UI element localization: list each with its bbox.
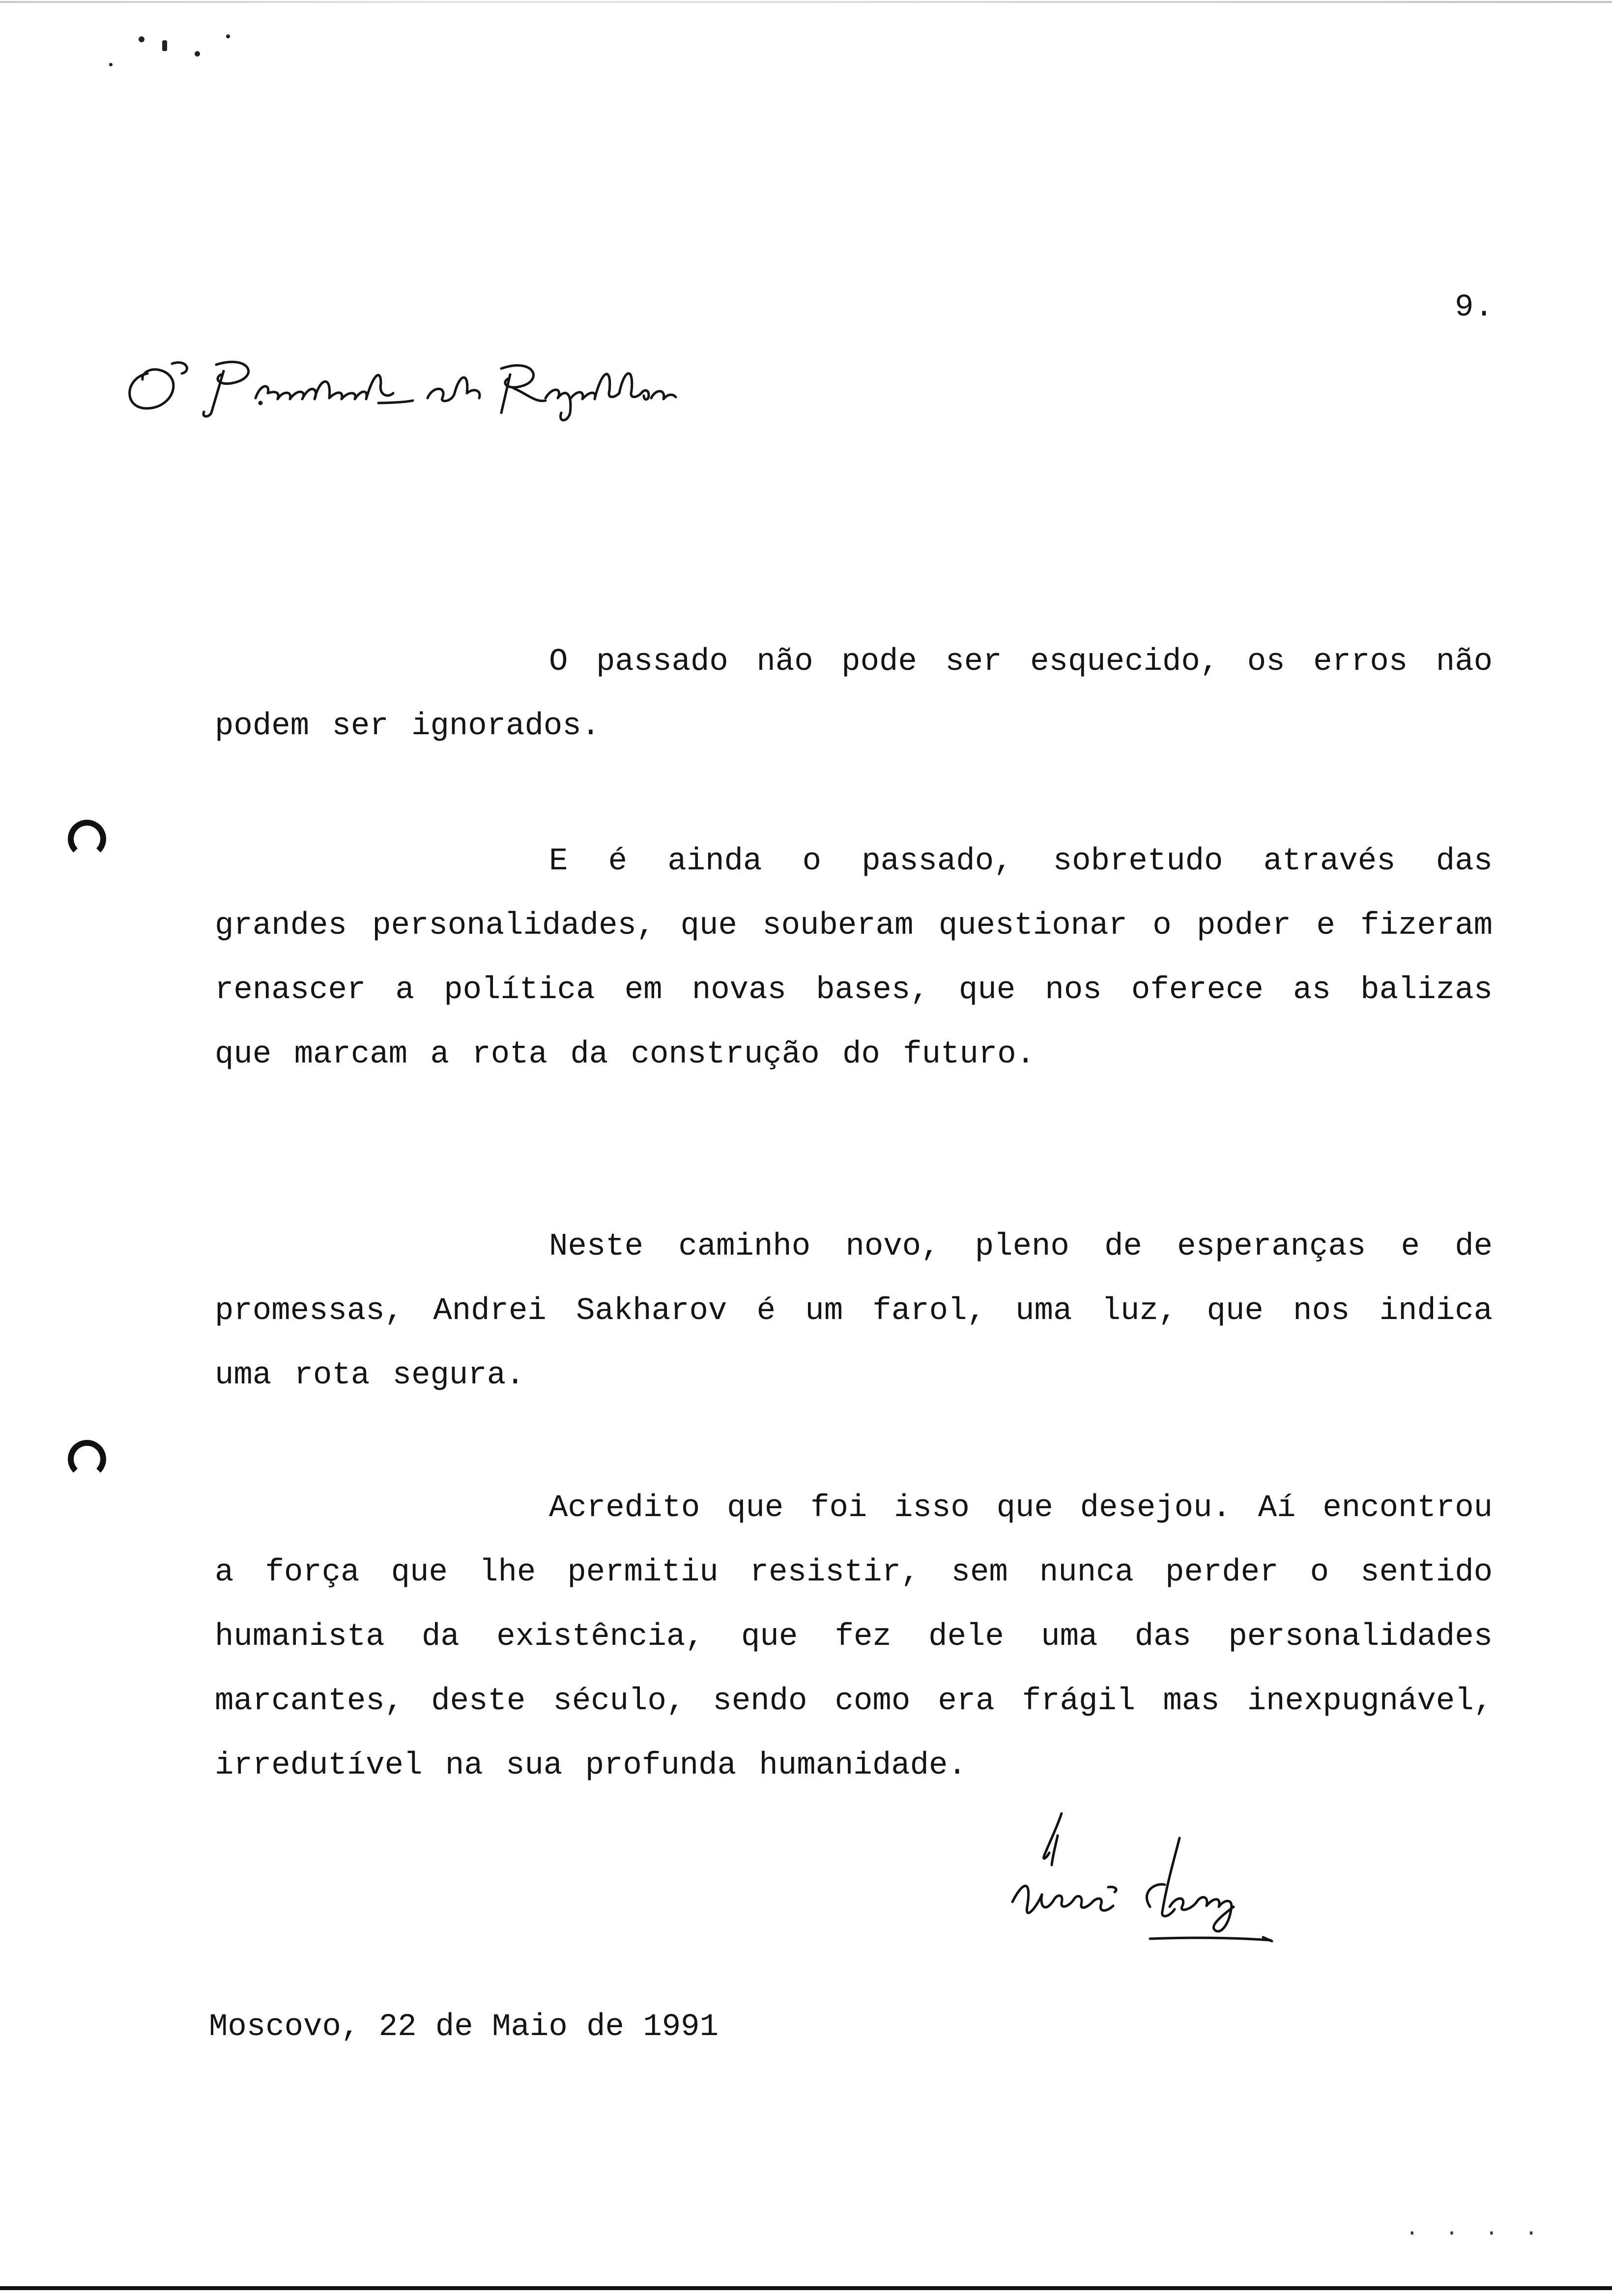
paragraph-3: Neste caminho novo, pleno de esperanças e de promessas, Andrei Sakharov é um farol, uma luz, que nos indica uma rota segura.	[215, 1229, 1493, 1393]
scan-speck	[162, 40, 167, 51]
letterhead	[113, 344, 703, 428]
paragraph-1: O passado não pode ser esquecido, os erros não podem ser ignorados.	[215, 644, 1493, 744]
continuation-dots: · · · ·	[1406, 2221, 1545, 2246]
punch-hole-bottom	[68, 1440, 106, 1478]
signature-handwriting	[1003, 1808, 1307, 1985]
scan-speck	[139, 36, 144, 42]
scan-speck	[195, 51, 200, 57]
scan-speck	[109, 63, 113, 66]
signature	[1003, 1808, 1307, 1985]
scan-top-edge	[0, 1, 1612, 3]
page-number: 9.	[1455, 290, 1495, 325]
paragraph-4: Acredito que foi isso que desejou. Aí encontrou a força que lhe permitiu resistir, sem nunca perder o sentido humanista da existência, que fez dele uma das personalidades marcantes, deste século, sendo como era frágil mas inexpugnável, irredutível na sua profunda humanidade.	[215, 1491, 1493, 1783]
paragraph-2: E é ainda o passado, sobretudo através das grandes personalidades, que souberam questionar o poder e fizeram renascer a política em novas bases, que nos oferece as balizas que marcam a rota da construção do futuro.	[215, 844, 1493, 1072]
scan-bottom-edge	[0, 2286, 1612, 2290]
letterhead-script-logo	[113, 344, 703, 428]
place-date: Moscovo, 22 de Maio de 1991	[209, 2009, 719, 2045]
punch-hole-top	[68, 820, 106, 858]
scan-speck	[226, 34, 230, 38]
